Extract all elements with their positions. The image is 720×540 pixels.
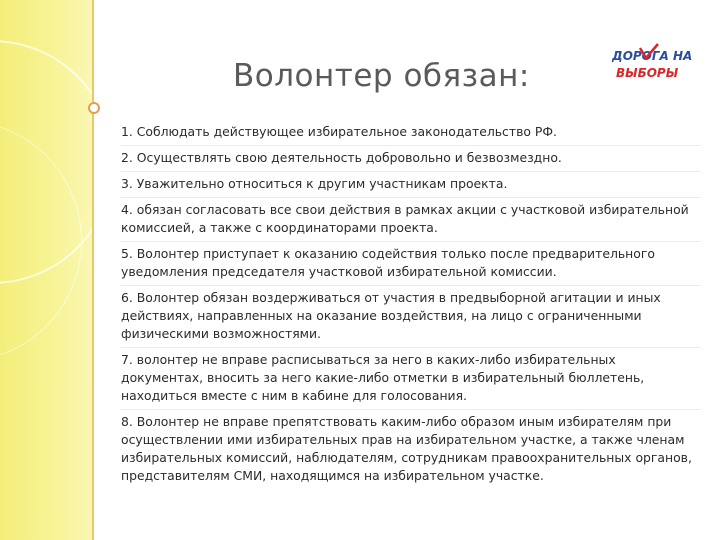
list-item: 2. Осуществлять свою деятельность добровольно и безвозмездно. — [121, 146, 701, 172]
dorogа-na-vybory-logo — [610, 44, 693, 84]
list-item: 3. Уважительно относиться к другим участникам проекта. — [121, 172, 701, 198]
list-item: 4. обязан согласовать все свои действия в рамках акции с участковой избирательной комиссией, а также с координаторами проекта. — [121, 198, 701, 242]
list-item: 8. Волонтер не вправе препятствовать каким-либо образом иным избирателям при осуществлении ими избирательных прав на избирательном участке, а также членам избирательных комиссий, наблюдателям, сотрудникам правоохранительных органов, представителям СМИ, находящимся на избирательном участке. — [121, 414, 692, 483]
logo-line-1: ДОРОГА НА — [612, 49, 693, 63]
duties-list — [121, 120, 701, 489]
decorative-side-panel — [0, 0, 92, 540]
decorative-dot — [88, 102, 100, 114]
logo-line-2: ВЫБОРЫ — [616, 66, 679, 80]
slide-title: Волонтер обязан: — [233, 58, 530, 94]
panel-divider — [92, 0, 94, 540]
list-item: 5. Волонтер приступает к оказанию содействия только после предварительного уведомления председателя участковой избирательной комиссии. — [121, 242, 701, 286]
list-item: 7. волонтер не вправе расписываться за него в каких-либо избирательных документах, вносить за него какие-либо отметки в избирательный бюллетень, находиться вместе с ним в кабине для голосования. — [121, 348, 701, 410]
list-item: 1. Соблюдать действующее избирательное законодательство РФ. — [121, 120, 701, 146]
list-item: 6. Волонтер обязан воздерживаться от участия в предвыборной агитации и иных действиях, направленных на оказание воздействия, на лицо с ограниченными физическими возможностями. — [121, 286, 701, 348]
